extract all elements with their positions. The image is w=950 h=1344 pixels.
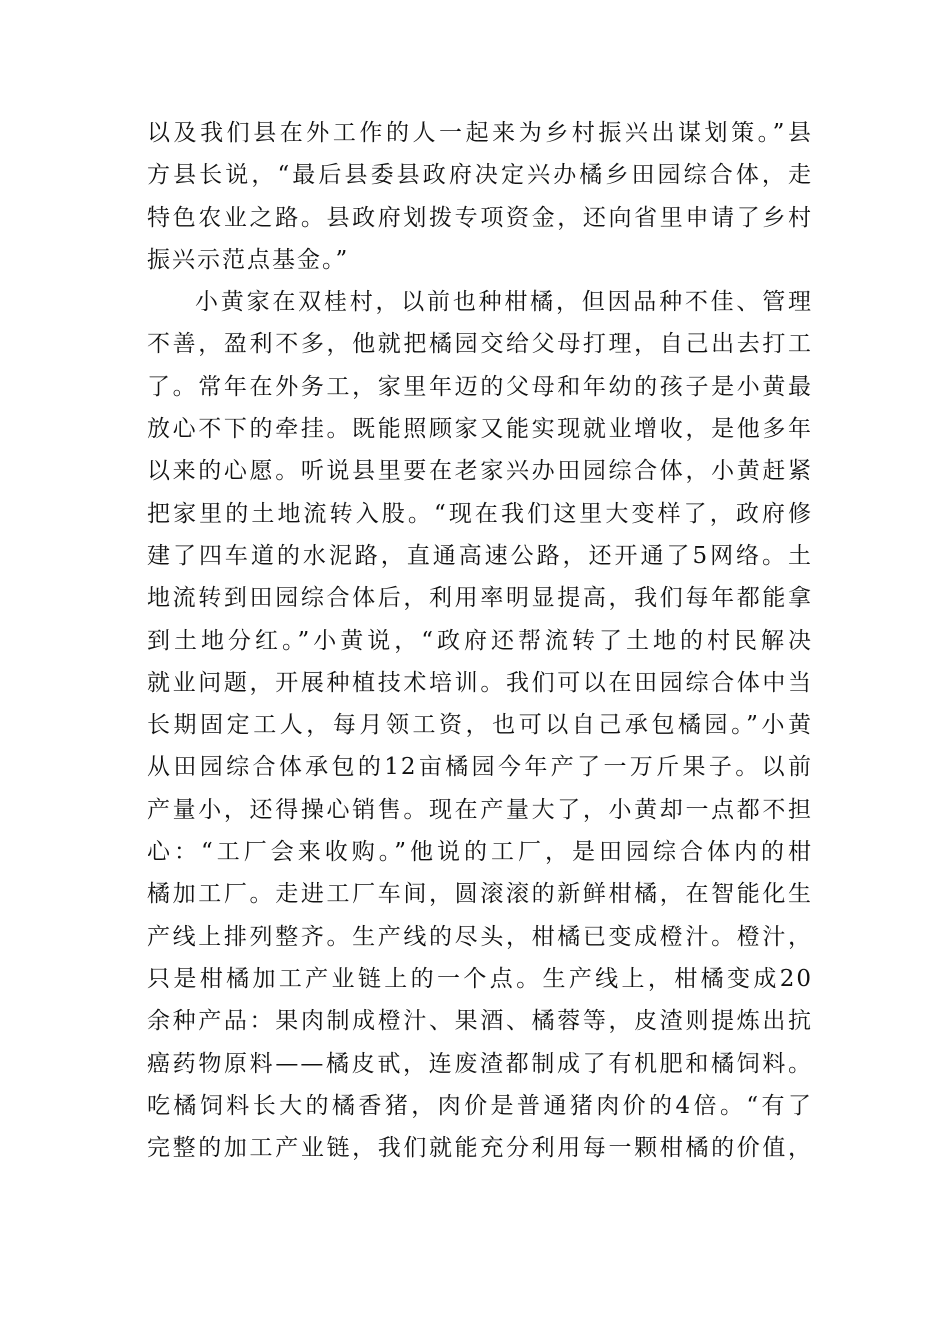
paragraph-start-line: 小黄家在双桂村，以前也种柑橘，但因品种不佳、管理 (195, 289, 813, 316)
text-line: 橘加工厂。走进工厂车间，圆滚滚的新鲜柑橘，在智能化生 (147, 881, 813, 908)
text-line: 长期固定工人，每月领工资，也可以自己承包橘园。”小黄 (147, 712, 813, 739)
text-line: 振兴示范点基金。” (147, 246, 350, 273)
text-line: 完整的加工产业链，我们就能充分利用每一颗柑橘的价值， (147, 1135, 813, 1162)
text-line: 吃橘饲料长大的橘香猪，肉价是普通猪肉价的4倍。“有了 (147, 1092, 813, 1119)
text-line: 余种产品：果肉制成橙汁、果酒、橘蓉等，皮渣则提炼出抗 (147, 1008, 813, 1035)
text-line: 心：“工厂会来收购。”他说的工厂，是田园综合体内的柑 (147, 839, 813, 866)
text-line: 不善，盈利不多，他就把橘园交给父母打理，自己出去打工 (147, 331, 813, 358)
text-line: 把家里的土地流转入股。“现在我们这里大变样了，政府修 (147, 500, 813, 527)
body-text (147, 112, 813, 1169)
text-line: 特色农业之路。县政府划拨专项资金，还向省里申请了乡村 (147, 204, 813, 231)
text-line: 只是柑橘加工产业链上的一个点。生产线上，柑橘变成20 (147, 965, 813, 992)
text-line: 从田园综合体承包的12亩橘园今年产了一万斤果子。以前 (147, 754, 813, 781)
text-line: 就业问题，开展种植技术培训。我们可以在田园综合体中当 (147, 669, 813, 696)
text-line: 到土地分红。”小黄说，“政府还帮流转了土地的村民解决 (147, 627, 813, 654)
text-line: 方县长说，“最后县委县政府决定兴办橘乡田园综合体，走 (147, 162, 813, 189)
text-line: 建了四车道的水泥路，直通高速公路，还开通了5网络。土 (147, 542, 813, 569)
text-line: 放心不下的牵挂。既能照顾家又能实现就业增收，是他多年 (147, 416, 813, 443)
text-line: 了。常年在外务工，家里年迈的父母和年幼的孩子是小黄最 (147, 373, 813, 400)
text-line: 产线上排列整齐。生产线的尽头，柑橘已变成橙汁。橙汁， (147, 923, 813, 950)
text-line: 以来的心愿。听说县里要在老家兴办田园综合体，小黄赶紧 (147, 458, 813, 485)
text-line: 以及我们县在外工作的人一起来为乡村振兴出谋划策。”县 (147, 120, 813, 146)
text-line: 产量小，还得操心销售。现在产量大了，小黄却一点都不担 (147, 796, 813, 823)
text-line: 癌药物原料——橘皮甙，连废渣都制成了有机肥和橘饲料。 (147, 1050, 813, 1077)
text-line: 地流转到田园综合体后，利用率明显提高，我们每年都能拿 (147, 585, 813, 612)
